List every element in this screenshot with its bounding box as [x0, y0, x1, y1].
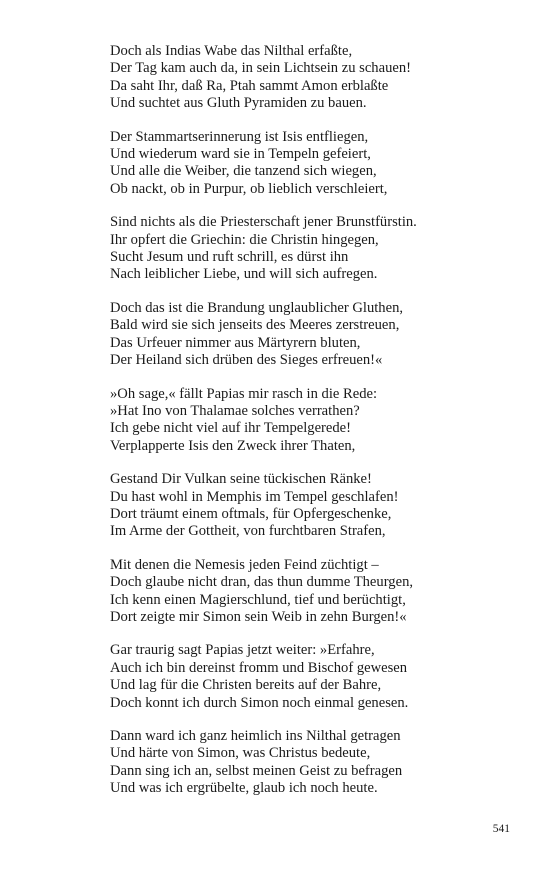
verse-line: Doch glaube nicht dran, das thun dumme Theurgen, — [110, 574, 414, 591]
verse-line: Bald wird sie sich jenseits des Meeres zerstreuen, — [110, 317, 400, 334]
verse-line: Ihr opfert die Griechin: die Christin hingegen, — [110, 231, 379, 248]
verse-line: Verplapperte Isis den Zweck ihrer Thaten, — [110, 437, 356, 454]
verse-line: Ich gebe nicht viel auf ihr Tempelgerede! — [110, 420, 352, 437]
stanza-5 — [110, 386, 510, 456]
verse-line: Dann sing ich an, selbst meinen Geist zu befragen — [110, 762, 403, 779]
verse-line: Ich kenn einen Magierschlund, tief und berüchtigt, — [110, 591, 406, 608]
verse-line: Dann ward ich ganz heimlich ins Nilthal getragen — [110, 728, 401, 744]
verse-line: Nach leiblicher Liebe, und will sich aufregen. — [110, 266, 378, 283]
verse-line: Doch als Indias Wabe das Nilthal erfaßte, — [110, 43, 353, 59]
verse-line: Im Arme der Gottheit, von furchtbaren Strafen, — [110, 523, 386, 540]
verse-line: Gestand Dir Vulkan seine tückischen Ränke! — [110, 471, 372, 488]
stanza-1 — [110, 43, 510, 113]
verse-line: Und suchtet aus Gluth Pyramiden zu bauen. — [110, 95, 367, 112]
verse-line: Und alle die Weiber, die tanzend sich wiegen, — [110, 163, 377, 180]
poem-body — [110, 43, 510, 814]
verse-line: Der Heiland sich drüben des Sieges erfreuen!« — [110, 352, 383, 369]
verse-line: Doch konnt ich durch Simon noch einmal genesen. — [110, 694, 409, 711]
verse-line: Sucht Jesum und ruft schrill, es dürst ihn — [110, 249, 349, 266]
verse-line: Dort träumt einem oftmals, für Opfergeschenke, — [110, 505, 392, 522]
stanza-9 — [110, 728, 510, 798]
verse-line: Das Urfeuer nimmer aus Märtyrern bluten, — [110, 334, 361, 351]
verse-line: Du hast wohl in Memphis im Tempel geschlafen! — [110, 488, 399, 505]
verse-line: Gar traurig sagt Papias jetzt weiter: »Erfahre, — [110, 642, 375, 659]
stanza-4 — [110, 300, 510, 370]
page-number: 541 — [492, 823, 510, 835]
verse-line: Und lag für die Christen bereits auf der Bahre, — [110, 677, 382, 694]
verse-line: »Oh sage,« fällt Papias mir rasch in die Rede: — [110, 385, 378, 402]
verse-line: »Hat Ino von Thalamae solches verrathen? — [110, 402, 360, 419]
stanza-8 — [110, 642, 510, 712]
verse-line: Ob nackt, ob in Purpur, ob lieblich verschleiert, — [110, 180, 388, 197]
verse-line: Und was ich ergrübelte, glaub ich noch heute. — [110, 780, 378, 797]
stanza-2 — [110, 129, 510, 199]
verse-line: Auch ich bin dereinst fromm und Bischof gewesen — [110, 659, 408, 676]
verse-line: Und härte von Simon, was Christus bedeute, — [110, 745, 371, 762]
verse-line: Der Stammartserinnerung ist Isis entfliegen, — [110, 128, 369, 145]
stanza-3 — [110, 214, 510, 284]
verse-line: Sind nichts als die Priesterschaft jener Brunstfürstin. — [110, 214, 417, 231]
stanza-6 — [110, 471, 510, 541]
verse-line: Doch das ist die Brandung unglaublicher Gluthen, — [110, 299, 404, 316]
verse-line: Mit denen die Nemesis jeden Feind züchtigt – — [110, 556, 379, 573]
verse-line: Dort zeigte mir Simon sein Weib in zehn Burgen!« — [110, 608, 407, 625]
verse-line: Der Tag kam auch da, in sein Lichtsein zu schauen! — [110, 60, 412, 77]
verse-line: Da saht Ihr, daß Ra, Ptah sammt Amon erblaßte — [110, 77, 389, 94]
verse-line: Und wiederum ward sie in Tempeln gefeiert, — [110, 146, 371, 163]
stanza-7 — [110, 557, 510, 627]
